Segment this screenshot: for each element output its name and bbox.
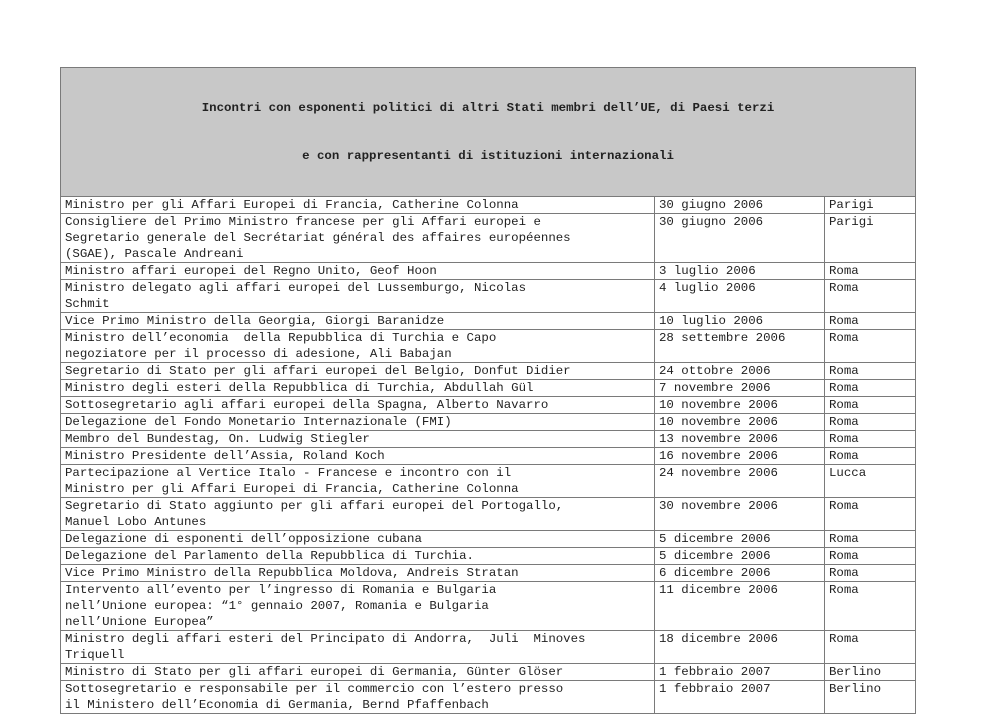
meeting-date-cell: 10 novembre 2006 <box>655 397 825 414</box>
meeting-description-cell: Intervento all’evento per l’ingresso di Romania e Bulgaria nell’Unione europea: “1° gennaio 2007, Romania e Bulgaria nell’Unione Europea” <box>61 582 655 631</box>
meeting-description-cell: Membro del Bundestag, On. Ludwig Stiegler <box>61 431 655 448</box>
meeting-description-cell: Ministro delegato agli affari europei del Lussemburgo, Nicolas Schmit <box>61 280 655 313</box>
meeting-date-cell: 11 dicembre 2006 <box>655 582 825 631</box>
table-header-row <box>61 68 916 197</box>
meeting-date-cell: 6 dicembre 2006 <box>655 565 825 582</box>
meeting-place-cell: Roma <box>825 431 916 448</box>
meeting-place-cell: Roma <box>825 280 916 313</box>
table-row <box>61 681 916 714</box>
table-row <box>61 498 916 531</box>
meeting-date-cell: 1 febbraio 2007 <box>655 681 825 714</box>
meeting-date-cell: 3 luglio 2006 <box>655 263 825 280</box>
table-title-line-1: Incontri con esponenti politici di altri Stati membri dell’UE, di Paesi terzi <box>201 101 775 115</box>
meeting-place-cell: Roma <box>825 565 916 582</box>
meeting-date-cell: 30 giugno 2006 <box>655 197 825 214</box>
meeting-description-cell: Consigliere del Primo Ministro francese per gli Affari europei e Segretario generale del Secrétariat général des affaires européennes (SGAE), Pascale Andreani <box>61 214 655 263</box>
meeting-place-cell: Roma <box>825 330 916 363</box>
meeting-place-cell: Roma <box>825 582 916 631</box>
table-row <box>61 313 916 330</box>
meeting-description-cell: Partecipazione al Vertice Italo - Francese e incontro con il Ministro per gli Affari Europei di Francia, Catherine Colonna <box>61 465 655 498</box>
meeting-description-cell: Ministro Presidente dell’Assia, Roland Koch <box>61 448 655 465</box>
meeting-date-cell: 16 novembre 2006 <box>655 448 825 465</box>
meeting-place-cell: Parigi <box>825 214 916 263</box>
meeting-place-cell: Berlino <box>825 681 916 714</box>
table-body <box>61 197 916 714</box>
table-row <box>61 565 916 582</box>
meeting-place-cell: Roma <box>825 313 916 330</box>
meeting-place-cell: Roma <box>825 498 916 531</box>
table-row <box>61 280 916 313</box>
meeting-date-cell: 5 dicembre 2006 <box>655 548 825 565</box>
table-row <box>61 397 916 414</box>
table-row <box>61 548 916 565</box>
meeting-description-cell: Ministro affari europei del Regno Unito, Geof Hoon <box>61 263 655 280</box>
table-row <box>61 214 916 263</box>
meeting-description-cell: Sottosegretario e responsabile per il commercio con l’estero presso il Ministero dell’Economia di Germania, Bernd Pfaffenbach <box>61 681 655 714</box>
table-row <box>61 664 916 681</box>
meeting-place-cell: Roma <box>825 380 916 397</box>
table-row <box>61 197 916 214</box>
table-row <box>61 631 916 664</box>
meeting-place-cell: Roma <box>825 448 916 465</box>
meeting-description-cell: Vice Primo Ministro della Repubblica Moldova, Andreis Stratan <box>61 565 655 582</box>
meeting-date-cell: 5 dicembre 2006 <box>655 531 825 548</box>
meeting-date-cell: 24 ottobre 2006 <box>655 363 825 380</box>
meeting-description-cell: Ministro di Stato per gli affari europei di Germania, Günter Glöser <box>61 664 655 681</box>
meeting-place-cell: Roma <box>825 363 916 380</box>
meeting-date-cell: 30 giugno 2006 <box>655 214 825 263</box>
table-row <box>61 448 916 465</box>
meeting-description-cell: Delegazione di esponenti dell’opposizione cubana <box>61 531 655 548</box>
meeting-description-cell: Ministro dell’economia della Repubblica di Turchia e Capo negoziatore per il processo di adesione, Ali Babajan <box>61 330 655 363</box>
meeting-description-cell: Delegazione del Parlamento della Repubblica di Turchia. <box>61 548 655 565</box>
meetings-table <box>60 67 916 714</box>
table-title-line-2: e con rappresentanti di istituzioni internazionali <box>302 149 674 163</box>
meeting-place-cell: Roma <box>825 531 916 548</box>
meeting-description-cell: Vice Primo Ministro della Georgia, Giorgi Baranidze <box>61 313 655 330</box>
meeting-place-cell: Parigi <box>825 197 916 214</box>
table-row <box>61 582 916 631</box>
meeting-place-cell: Roma <box>825 397 916 414</box>
table-row <box>61 431 916 448</box>
meeting-place-cell: Roma <box>825 631 916 664</box>
table-row <box>61 380 916 397</box>
meeting-place-cell: Roma <box>825 263 916 280</box>
table-row <box>61 330 916 363</box>
meeting-date-cell: 24 novembre 2006 <box>655 465 825 498</box>
table-row <box>61 363 916 380</box>
meeting-place-cell: Lucca <box>825 465 916 498</box>
meeting-date-cell: 18 dicembre 2006 <box>655 631 825 664</box>
table-row <box>61 531 916 548</box>
meeting-description-cell: Ministro per gli Affari Europei di Francia, Catherine Colonna <box>61 197 655 214</box>
table-title <box>61 68 916 197</box>
meeting-date-cell: 4 luglio 2006 <box>655 280 825 313</box>
meeting-date-cell: 13 novembre 2006 <box>655 431 825 448</box>
meeting-description-cell: Ministro degli affari esteri del Principato di Andorra, Juli Minoves Triquell <box>61 631 655 664</box>
meeting-place-cell: Roma <box>825 548 916 565</box>
meeting-place-cell: Roma <box>825 414 916 431</box>
meeting-description-cell: Sottosegretario agli affari europei della Spagna, Alberto Navarro <box>61 397 655 414</box>
table-row <box>61 263 916 280</box>
meeting-place-cell: Berlino <box>825 664 916 681</box>
meeting-description-cell: Ministro degli esteri della Repubblica di Turchia, Abdullah Gül <box>61 380 655 397</box>
meeting-description-cell: Segretario di Stato aggiunto per gli affari europei del Portogallo, Manuel Lobo Antunes <box>61 498 655 531</box>
meeting-date-cell: 28 settembre 2006 <box>655 330 825 363</box>
meeting-date-cell: 7 novembre 2006 <box>655 380 825 397</box>
meeting-date-cell: 1 febbraio 2007 <box>655 664 825 681</box>
table-row <box>61 414 916 431</box>
table-row <box>61 465 916 498</box>
meeting-description-cell: Segretario di Stato per gli affari europei del Belgio, Donfut Didier <box>61 363 655 380</box>
meeting-description-cell: Delegazione del Fondo Monetario Internazionale (FMI) <box>61 414 655 431</box>
meeting-date-cell: 10 novembre 2006 <box>655 414 825 431</box>
meeting-date-cell: 30 novembre 2006 <box>655 498 825 531</box>
meeting-date-cell: 10 luglio 2006 <box>655 313 825 330</box>
